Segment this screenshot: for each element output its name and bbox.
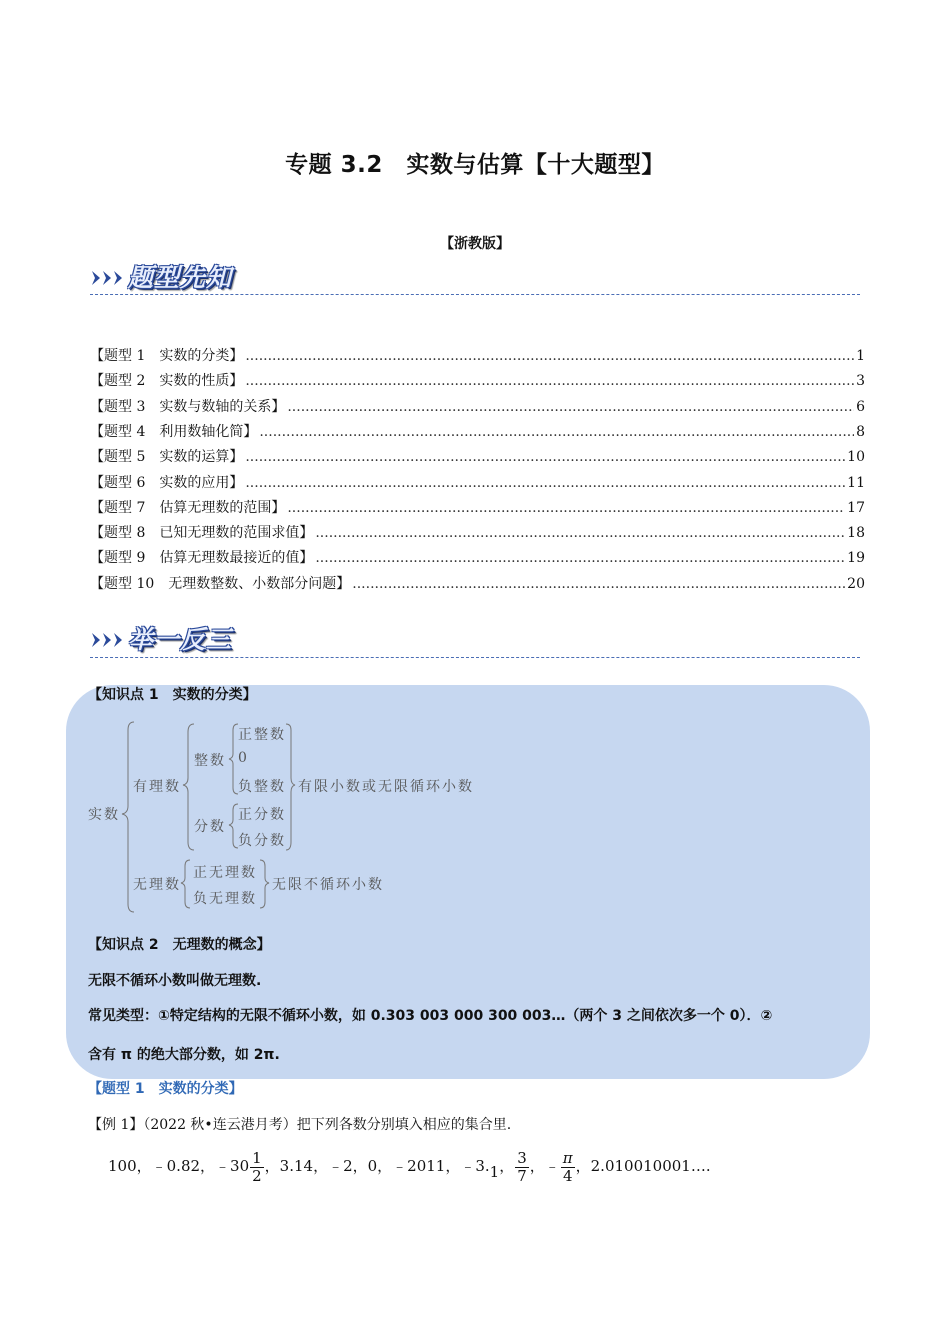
knowledge-point-1-heading: 【知识点 1 实数的分类】	[88, 687, 257, 703]
toc-entry-page: 1	[856, 348, 865, 364]
numerator: 3	[517, 1149, 527, 1167]
edition-label: 【浙教版】	[440, 236, 510, 252]
tree-integer: 整数	[194, 753, 226, 769]
toc-entry-label: 【题型 1 实数的分类】	[90, 348, 244, 364]
toc-entry-page: 3	[856, 373, 865, 390]
toc-entry[interactable]	[90, 472, 865, 492]
toc-leader-dots	[352, 576, 845, 592]
toc-entry[interactable]	[90, 370, 865, 390]
toc-entry[interactable]	[90, 421, 865, 441]
tree-rational: 有理数	[133, 779, 181, 795]
toc-entry[interactable]	[90, 446, 865, 466]
toc-leader-dots	[245, 449, 845, 465]
toc-entry-label: 【题型 2 实数的性质】	[90, 373, 244, 390]
toc-leader-dots	[287, 399, 854, 415]
tree-negative-fraction: 负分数	[238, 833, 286, 849]
toc-entry-page: 20	[847, 575, 865, 592]
numerator: 1	[252, 1149, 262, 1167]
toc-entry-page: 18	[847, 525, 865, 542]
brace	[183, 724, 194, 850]
tree-zero: 0	[238, 750, 249, 766]
toc-entry-label: 【题型 6 实数的应用】	[90, 474, 244, 491]
common-types-pi-line: 含有 π 的绝大部分数，如 2π.	[88, 1047, 280, 1063]
toc-entry-page: 19	[847, 550, 865, 567]
toc-leader-dots	[315, 525, 845, 541]
toc-entry-label: 【题型 5 实数的运算】	[90, 449, 244, 466]
denominator: 4	[562, 1166, 573, 1185]
toc-entry-page: 8	[856, 423, 865, 440]
tree-real-numbers: 实数	[88, 807, 120, 823]
question-type-1-heading: 【题型 1 实数的分类】	[88, 1081, 243, 1097]
tree-rational-note: 有限小数或无限循环小数	[298, 779, 474, 795]
toc-entry[interactable]	[90, 547, 865, 567]
page-title: 专题 3.2 实数与估算【十大题型】	[285, 152, 665, 178]
denominator: 2	[252, 1166, 262, 1185]
number-list-part: ，3.14，﹣2，0，﹣2011，﹣3.	[264, 1157, 490, 1175]
toc-entry-label: 【题型 8 已知无理数的范围求值】	[90, 525, 314, 542]
divider	[90, 294, 860, 295]
tree-positive-irrational: 正无理数	[193, 865, 257, 881]
brace	[229, 724, 238, 794]
toc-entry[interactable]	[90, 522, 865, 542]
toc-leader-dots	[259, 424, 854, 440]
toc-entry-page: 11	[847, 474, 865, 491]
number-list-part: ，﹣	[529, 1157, 560, 1175]
fraction-one-half	[250, 1150, 264, 1184]
toc-leader-dots	[245, 373, 854, 389]
denominator: 7	[517, 1166, 527, 1185]
fraction-pi-over-four	[561, 1150, 575, 1184]
tree-positive-fraction: 正分数	[238, 807, 286, 823]
number-list-part: ，	[499, 1157, 515, 1175]
brace	[286, 724, 295, 850]
fraction-three-sevenths	[515, 1150, 529, 1184]
number-list-part: 100，﹣0.82，﹣30	[108, 1157, 250, 1175]
banner-examples: 举一反三	[128, 625, 233, 654]
toc-entry[interactable]	[90, 497, 865, 517]
tree-irrational-note: 无限不循环小数	[272, 877, 384, 893]
number-list-part: ，2.010010001….	[575, 1157, 711, 1175]
repeating-digit: 1	[489, 1163, 500, 1181]
tree-negative-irrational: 负无理数	[193, 891, 257, 907]
banner-question-types: 题型先知	[128, 263, 233, 292]
toc-entry[interactable]	[90, 573, 865, 593]
toc-entry-label: 【题型 4 利用数轴化简】	[90, 423, 258, 440]
brace	[260, 860, 269, 908]
number-list	[108, 1150, 711, 1184]
toc-entry[interactable]	[90, 345, 865, 365]
toc-entry-label: 【题型 7 估算无理数的范围】	[90, 499, 286, 516]
toc-leader-dots	[315, 550, 845, 566]
toc-entry-page: 6	[856, 398, 865, 415]
knowledge-point-2-heading: 【知识点 2 无理数的概念】	[88, 937, 271, 953]
divider	[90, 657, 860, 658]
toc-leader-dots	[245, 348, 854, 364]
toc-leader-dots	[287, 500, 845, 516]
toc-entry[interactable]	[90, 396, 865, 416]
toc-leader-dots	[245, 475, 845, 491]
toc-entry-label: 【题型 9 估算无理数最接近的值】	[90, 550, 314, 567]
brace	[229, 804, 238, 848]
toc-entry-page: 17	[847, 499, 865, 516]
tree-irrational: 无理数	[133, 877, 181, 893]
brace	[181, 860, 190, 908]
example-1-prompt: 【例 1】（2022 秋•连云港月考）把下列各数分别填入相应的集合里.	[88, 1117, 512, 1133]
numerator: π	[562, 1149, 573, 1167]
tree-negative-integer: 负整数	[238, 779, 286, 795]
irrational-definition: 无限不循环小数叫做无理数.	[88, 973, 262, 989]
toc-entry-page: 10	[847, 449, 865, 466]
toc-entry-label: 【题型 10 无理数整数、小数部分问题】	[90, 575, 351, 592]
common-types-line: 常见类型：①特定结构的无限不循环小数，如 0.303 003 000 300 003…（两个 3 之间依次多一个 0）．②	[88, 1008, 773, 1024]
toc-entry-label: 【题型 3 实数与数轴的关系】	[90, 398, 286, 415]
tree-fraction: 分数	[194, 819, 226, 835]
tree-positive-integer: 正整数	[238, 727, 286, 743]
